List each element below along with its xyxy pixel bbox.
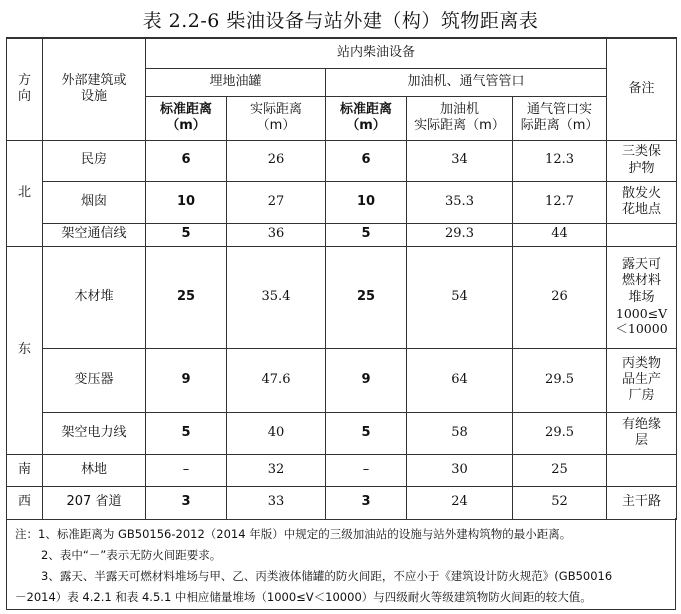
std-pump-cell: 3 xyxy=(326,486,407,519)
header-std-distance-tank: 标准距离 （m） xyxy=(146,96,227,140)
act-vent-cell: 12.3 xyxy=(513,140,607,181)
act-tank-cell: 26 xyxy=(227,140,326,181)
std-pump-cell: 9 xyxy=(326,348,407,412)
std-tank-cell: – xyxy=(146,454,227,486)
remark-cell: 有绝缘 层 xyxy=(607,412,677,454)
act-tank-cell: 32 xyxy=(227,454,326,486)
std-tank-cell: 25 xyxy=(146,246,227,348)
facility-cell: 207 省道 xyxy=(43,486,146,519)
std-pump-cell: 25 xyxy=(326,246,407,348)
act-tank-cell: 35.4 xyxy=(227,246,326,348)
header-facility: 外部建筑或 设施 xyxy=(43,38,146,140)
header-dispenser-vent: 加油机、通气管管口 xyxy=(326,68,607,96)
header-remark: 备注 xyxy=(607,38,677,140)
std-tank-cell: 5 xyxy=(146,223,227,246)
direction-cell: 北 xyxy=(7,140,43,246)
facility-cell: 架空通信线 xyxy=(43,223,146,246)
act-vent-cell: 29.5 xyxy=(513,412,607,454)
note-2: 2、表中“－”表示无防火间距要求。 xyxy=(41,548,222,562)
header-station-diesel-equipment: 站内柴油设备 xyxy=(146,38,607,68)
remark-cell: 露天可 燃材料 堆场 1000≤V ＜10000 xyxy=(607,246,677,348)
act-vent-cell: 12.7 xyxy=(513,181,607,223)
std-tank-cell: 10 xyxy=(146,181,227,223)
act-pump-cell: 58 xyxy=(407,412,513,454)
act-tank-cell: 33 xyxy=(227,486,326,519)
table-row xyxy=(7,486,677,519)
remark-cell xyxy=(607,454,677,486)
std-pump-cell: 10 xyxy=(326,181,407,223)
direction-cell: 西 xyxy=(7,486,43,519)
remark-cell xyxy=(607,223,677,246)
act-pump-cell: 64 xyxy=(407,348,513,412)
facility-cell: 架空电力线 xyxy=(43,412,146,454)
std-tank-cell: 5 xyxy=(146,412,227,454)
note-3: 3、露天、半露天可燃材料堆场与甲、乙、丙类液体储罐的防火间距，不应小于《建筑设计防火规范》(GB50016 xyxy=(41,569,613,583)
std-tank-cell: 6 xyxy=(146,140,227,181)
std-tank-cell: 9 xyxy=(146,348,227,412)
remark-cell: 主干路 xyxy=(607,486,677,519)
act-vent-cell: 25 xyxy=(513,454,607,486)
std-pump-cell: 5 xyxy=(326,223,407,246)
remark-cell: 三类保 护物 xyxy=(607,140,677,181)
act-pump-cell: 34 xyxy=(407,140,513,181)
header-direction: 方 向 xyxy=(7,38,43,140)
std-tank-cell: 3 xyxy=(146,486,227,519)
act-tank-cell: 27 xyxy=(227,181,326,223)
act-pump-cell: 30 xyxy=(407,454,513,486)
table-row xyxy=(7,454,677,486)
act-vent-cell: 26 xyxy=(513,246,607,348)
note-3-continued: －2014）表 4.2.1 和表 4.5.1 中相应储量堆场（1000≤V＜10000）与四级耐火等级建筑物防火间距的较大值。 xyxy=(15,590,592,604)
act-vent-cell: 29.5 xyxy=(513,348,607,412)
act-tank-cell: 36 xyxy=(227,223,326,246)
act-pump-cell: 24 xyxy=(407,486,513,519)
facility-cell: 民房 xyxy=(43,140,146,181)
note-1: 注：1、标准距离为 GB50156-2012（2014 年版）中规定的三级加油站的设施与站外建构筑物的最小距离。 xyxy=(15,527,572,541)
act-tank-cell: 47.6 xyxy=(227,348,326,412)
facility-cell: 烟囱 xyxy=(43,181,146,223)
remark-cell: 丙类物 品生产 厂房 xyxy=(607,348,677,412)
facility-cell: 木材堆 xyxy=(43,246,146,348)
table-row xyxy=(7,181,677,223)
act-pump-cell: 35.3 xyxy=(407,181,513,223)
header-underground-tank: 埋地油罐 xyxy=(146,68,326,96)
direction-cell: 东 xyxy=(7,246,43,454)
std-pump-cell: 6 xyxy=(326,140,407,181)
remark-cell: 散发火 花地点 xyxy=(607,181,677,223)
table-row xyxy=(7,140,677,181)
header-actual-distance-vent: 通气管口实 际距离（m） xyxy=(513,96,607,140)
act-vent-cell: 52 xyxy=(513,486,607,519)
header-actual-distance-tank: 实际距离 （m） xyxy=(227,96,326,140)
act-vent-cell: 44 xyxy=(513,223,607,246)
header-actual-distance-dispenser: 加油机 实际距离（m） xyxy=(407,96,513,140)
act-pump-cell: 54 xyxy=(407,246,513,348)
distance-table xyxy=(6,37,677,520)
std-pump-cell: 5 xyxy=(326,412,407,454)
table-row xyxy=(7,412,677,454)
direction-cell: 南 xyxy=(7,454,43,486)
facility-cell: 变压器 xyxy=(43,348,146,412)
table-row xyxy=(7,348,677,412)
table-row xyxy=(7,223,677,246)
header-std-distance-pump: 标准距离 （m） xyxy=(326,96,407,140)
table-title: 表 2.2-6 柴油设备与站外建（构）筑物距离表 xyxy=(142,10,539,32)
table-row xyxy=(7,246,677,348)
std-pump-cell: – xyxy=(326,454,407,486)
table-notes xyxy=(6,518,676,610)
act-pump-cell: 29.3 xyxy=(407,223,513,246)
act-tank-cell: 40 xyxy=(227,412,326,454)
facility-cell: 林地 xyxy=(43,454,146,486)
